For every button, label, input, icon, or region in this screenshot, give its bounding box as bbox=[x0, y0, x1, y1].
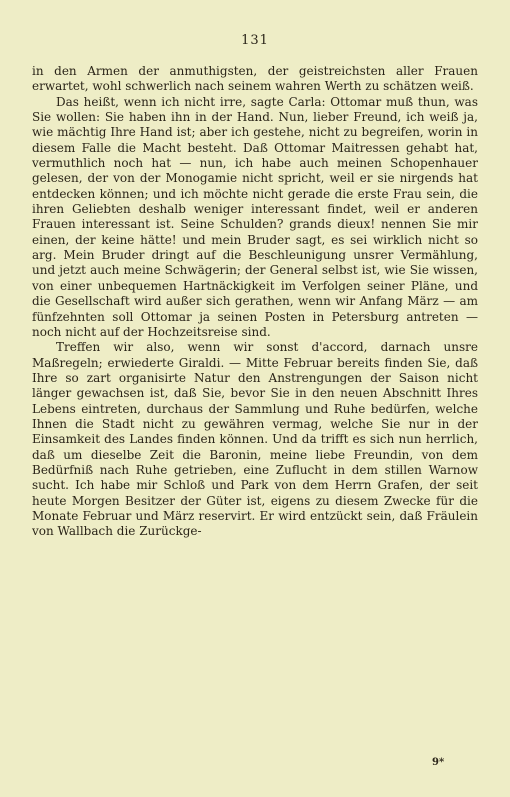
paragraph-giraldi: Treffen wir also, wenn wir sonst d'accord, darnach unsre Maßregeln; erwiederte Giraldi. — Mitte Februar bereits finden Sie, daß Ihre so zart organisirte Natur den Anstrengungen der Saison nicht länger gewachsen ist, daß Sie, bevor Sie in den neuen Abschnitt Ihres Lebens eintreten, durchaus der Sammlung und Ruhe bedürfen, welche Ihnen die Stadt nicht zu gewähren vermag, welche Sie nur in der Einsamkeit des Landes finden können. Und da trifft es sich nun herrlich, daß um dieselbe Zeit die Baronin, meine liebe Freundin, von dem Bedürfniß nach Ruhe getrieben, eine Zuflucht in dem stillen Warnow sucht. Ich habe mir Schloß und Park von dem Herrn Grafen, der seit heute Morgen Besitzer der Güter ist, eigens zu diesem Zwecke für die Monate Februar und März reservirt. Er wird entzückt sein, daß Fräulein von Wallbach die Zurückge- bbox=[32, 340, 478, 539]
paragraph-carla: Das heißt, wenn ich nicht irre, sagte Carla: Ottomar muß thun, was Sie wollen: Sie haben ihn in der Hand. Nun, lieber Freund, ich weiß ja, wie mächtig Ihre Hand ist; aber ich gestehe, nicht zu begreifen, worin in diesem Falle die Macht besteht. Daß Ottomar Maitressen gehabt hat, vermuthlich noch hat — nun, ich habe auch meinen Schopenhauer gelesen, der von der Monogamie nicht spricht, weil er sie nirgends hat entdecken können; und ich möchte nicht gerade die erste Frau sein, die ihren Geliebten deshalb weniger interessant findet, weil er anderen Frauen interessant ist. Seine Schulden? grands dieux! nennen Sie mir einen, der keine hätte! und mein Bruder sagt, es sei wirklich nicht so arg. Mein Bruder dringt auf die Beschleunigung unsrer Vermählung, und jetzt auch meine Schwägerin; der General selbst ist, wie Sie wissen, von einer unbequemen Hartnäckigkeit im Verfolgen seiner Pläne, und die Gesellschaft wird außer sich gerathen, wenn wir Anfang März — am fünfzehnten soll Ottomar ja seinen Posten in Petersburg antreten — noch nicht auf der Hochzeitsreise sind. bbox=[32, 94, 478, 339]
page-number: 131 bbox=[241, 33, 269, 48]
paragraph-continuation: in den Armen der anmuthigsten, der geistreichsten aller Frauen erwartet, wohl schwerlich nach seinem wahren Werth zu schätzen weiß. bbox=[32, 64, 478, 94]
signature-mark: 9* bbox=[432, 757, 445, 768]
body-text bbox=[32, 64, 478, 540]
